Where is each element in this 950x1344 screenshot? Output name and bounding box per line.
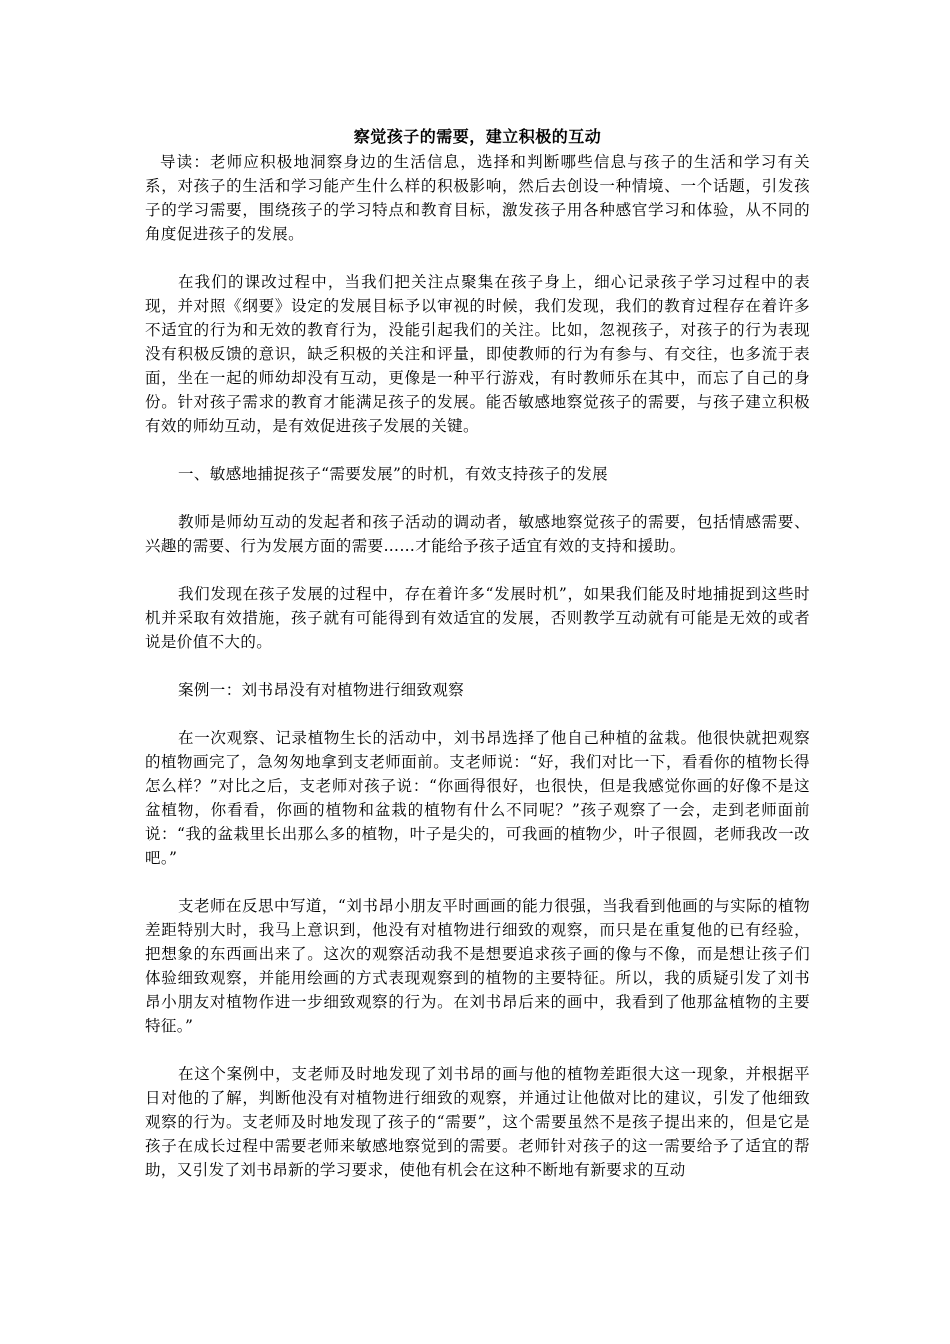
body-paragraph: 教师是师幼互动的发起者和孩子活动的调动者，敏感地察觉孩子的需要，包括情感需要、兴趣的需要、行为发展方面的需要……才能给予孩子适宜有效的支持和援助。 xyxy=(145,513,810,555)
body-paragraph: 在这个案例中，支老师及时地发现了刘书昂的画与他的植物差距很大这一现象，并根据平日对他的了解，判断他没有对植物进行细致的观察，并通过让他做对比的建议，引发了他细致观察的行为。支老师及时地发现了孩子的“需要”，这个需要虽然不是孩子提出来的，但是它是孩子在成长过程中需要老师来敏感地察觉到的需要。老师针对孩子的这一需要给予了适宜的帮助，又引发了刘书昂新的学习要求，使他有机会在这种不断地有新要求的互动 xyxy=(145,1065,810,1179)
lead-paragraph: 导读：老师应积极地洞察身边的生活信息，选择和判断哪些信息与孩子的生活和学习有关系，对孩子的生活和学习能产生什么样的积极影响，然后去创设一种情境、一个话题，引发孩子的学习需要，围绕孩子的学习特点和教育目标，激发孩子用各种感官学习和体验，从不同的角度促进孩子的发展。 xyxy=(145,153,810,243)
document-page xyxy=(145,118,810,1206)
body-paragraph: 我们发现在孩子发展的过程中，存在着许多“发展时机”，如果我们能及时地捕捉到这些时机并采取有效措施，孩子就有可能得到有效适宜的发展，否则教学互动就有可能是无效的或者说是价值不大的。 xyxy=(145,585,810,651)
body-paragraph: 在一次观察、记录植物生长的活动中，刘书昂选择了他自己种植的盆栽。他很快就把观察的植物画完了，急匆匆地拿到支老师面前。支老师说：“好，我们对比一下，看看你的植物长得怎么样？”对比之后，支老师对孩子说：“你画得很好，也很快，但是我感觉你画的好像不是这盆植物，你看看，你画的植物和盆栽的植物有什么不同呢？”孩子观察了一会，走到老师面前说：“我的盆栽里长出那么多的植物，叶子是尖的，可我画的植物少，叶子很圆，老师我改一改吧。” xyxy=(145,729,810,867)
document-title: 察觉孩子的需要，建立积极的互动 xyxy=(353,127,602,146)
case-heading: 案例一：刘书昂没有对植物进行细致观察 xyxy=(178,681,465,699)
section-heading: 一、敏感地捕捉孩子“需要发展”的时机，有效支持孩子的发展 xyxy=(178,465,609,483)
body-paragraph: 支老师在反思中写道，“刘书昂小朋友平时画画的能力很强，当我看到他画的与实际的植物差距特别大时，我马上意识到，他没有对植物进行细致的观察，而只是在重复他的已有经验，把想象的东西画出来了。这次的观察活动我不是想要追求孩子画的像与不像，而是想让孩子们体验细致观察，并能用绘画的方式表现观察到的植物的主要特征。所以，我的质疑引发了刘书昂小朋友对植物作进一步细致观察的行为。在刘书昂后来的画中，我看到了他那盆植物的主要特征。” xyxy=(145,897,810,1035)
body-paragraph: 在我们的课改过程中，当我们把关注点聚集在孩子身上，细心记录孩子学习过程中的表现，并对照《纲要》设定的发展目标予以审视的时候，我们发现，我们的教育过程存在着许多不适宜的行为和无效的教育行为，没能引起我们的关注。比如，忽视孩子，对孩子的行为表现没有积极反馈的意识，缺乏积极的关注和评量，即使教师的行为有参与、有交往，也多流于表面，坐在一起的师幼却没有互动，更像是一种平行游戏，有时教师乐在其中，而忘了自己的身份。针对孩子需求的教育才能满足孩子的发展。能否敏感地察觉孩子的需要，与孩子建立积极有效的师幼互动，是有效促进孩子发展的关键。 xyxy=(145,273,810,435)
